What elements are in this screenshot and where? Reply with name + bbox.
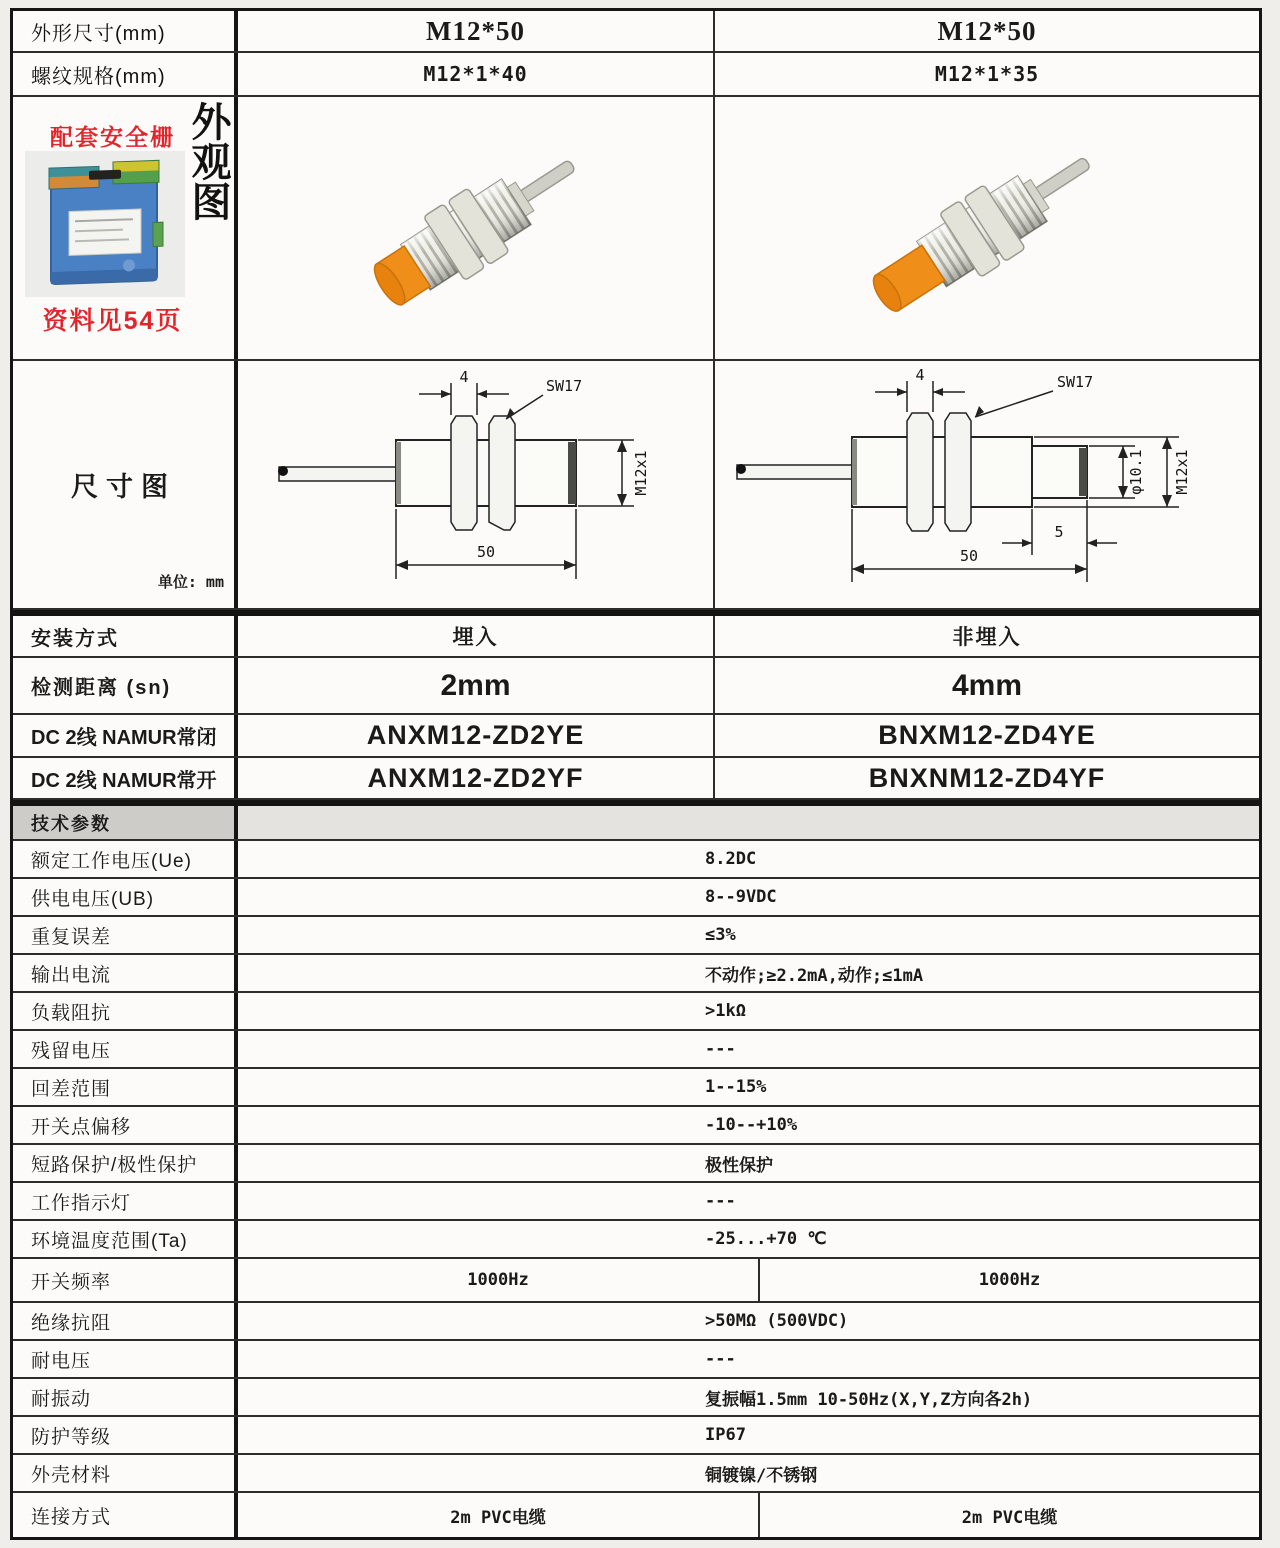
dim-thread: M12x1	[1173, 449, 1191, 495]
row-namur-nc	[13, 715, 1259, 758]
safety-barrier-photo	[25, 151, 185, 297]
model-no-nonflush: BNXNM12-ZD4YF	[868, 762, 1106, 793]
tech-value: -10--+10%	[705, 1115, 798, 1135]
tech-section-title: 技术参数	[13, 806, 238, 839]
thread-spec-nonflush: M12*1*35	[934, 62, 1040, 86]
tech-row	[13, 993, 1259, 1031]
row-mounting	[13, 616, 1259, 658]
tech-row	[13, 1183, 1259, 1221]
mounting-flush: 埋入	[238, 616, 715, 656]
tech-row	[13, 1303, 1259, 1341]
row-thread-spec	[13, 53, 1259, 97]
spec-table	[10, 8, 1262, 1540]
flush-sensor-illustration	[346, 123, 606, 333]
tech-value-flush: 2m PVC电缆	[238, 1493, 760, 1537]
appearance-nonflush-cell	[715, 97, 1259, 359]
model-nc-nonflush: BNXM12-ZD4YE	[878, 720, 1096, 750]
tech-value: ≤3%	[705, 925, 736, 945]
tech-row	[13, 1341, 1259, 1379]
tech-value: ---	[705, 1349, 736, 1369]
tech-row	[13, 1455, 1259, 1493]
tech-row-split	[13, 1493, 1259, 1537]
tech-value: 1--15%	[705, 1077, 767, 1097]
tech-row	[13, 917, 1259, 955]
tech-label: 连接方式	[13, 1493, 238, 1537]
dimension-section-title: 尺寸图	[71, 472, 176, 502]
tech-value: ---	[705, 1191, 736, 1211]
tech-row	[13, 1031, 1259, 1069]
outline-size-flush: M12*50	[238, 11, 715, 51]
appearance-section-title: 外观图	[186, 101, 230, 221]
tech-row	[13, 841, 1259, 879]
tech-row	[13, 1379, 1259, 1417]
dimension-nonflush-cell	[715, 361, 1259, 608]
tech-value: -25...+70 ℃	[705, 1229, 827, 1249]
tech-label: 负载阻抗	[13, 993, 238, 1029]
tech-row	[13, 879, 1259, 917]
tech-value: IP67	[705, 1425, 746, 1445]
row-label: 外形尺寸(mm)	[13, 11, 238, 51]
row-outline-size	[13, 11, 1259, 53]
dimension-flush-cell	[238, 361, 715, 608]
tech-label: 耐电压	[13, 1341, 238, 1377]
dim-length: 50	[959, 547, 979, 565]
tech-value-nonflush: 1000Hz	[978, 1270, 1041, 1290]
tech-label: 额定工作电压(Ue)	[13, 841, 238, 877]
model-nc-flush: ANXM12-ZD2YE	[238, 715, 715, 756]
appearance-flush-cell	[238, 97, 715, 359]
mounting-nonflush: 非埋入	[952, 626, 1022, 649]
row-namur-no	[13, 758, 1259, 800]
tech-row-split	[13, 1259, 1259, 1303]
tech-label: 绝缘抗阻	[13, 1303, 238, 1339]
tech-label: 耐振动	[13, 1379, 238, 1415]
row-label: DC 2线 NAMUR常开	[13, 758, 238, 798]
tech-row	[13, 955, 1259, 993]
model-no-flush: ANXM12-ZD2YF	[238, 758, 715, 798]
tech-row	[13, 1069, 1259, 1107]
tech-value: 不动作;≥2.2mA,动作;≤1mA	[705, 965, 924, 986]
tech-value: >1kΩ	[705, 1001, 746, 1021]
tech-label: 开关点偏移	[13, 1107, 238, 1143]
row-label: 螺纹规格(mm)	[13, 53, 238, 95]
row-label: 检测距离 (sn)	[13, 658, 238, 713]
tech-label: 外壳材料	[13, 1455, 238, 1491]
tech-row	[13, 1107, 1259, 1145]
tech-row	[13, 1417, 1259, 1455]
dim-length: 50	[476, 543, 495, 561]
dim-nut-width: 4	[915, 367, 925, 384]
dim-wrench-size: SW17	[545, 377, 582, 395]
tech-row	[13, 1221, 1259, 1259]
tech-label: 重复误差	[13, 917, 238, 953]
flush-dimension-drawing	[246, 367, 706, 602]
tech-header-spacer	[238, 806, 1259, 839]
distance-nonflush: 4mm	[951, 668, 1023, 702]
tech-label: 短路保护/极性保护	[13, 1145, 238, 1181]
distance-flush: 2mm	[238, 658, 715, 713]
tech-label: 残留电压	[13, 1031, 238, 1067]
outline-size-nonflush: M12*50	[937, 15, 1037, 46]
tech-value: 8.2DC	[705, 849, 757, 869]
dim-wrench-size: SW17	[1057, 373, 1094, 391]
reference-page-note: 资料见54页	[42, 307, 183, 335]
tech-label: 供电电压(UB)	[13, 879, 238, 915]
nonflush-dimension-drawing	[717, 367, 1257, 602]
dim-tip-diameter: φ10.1	[1127, 449, 1145, 495]
tech-value: 8--9VDC	[705, 887, 777, 907]
row-appearance	[13, 97, 1259, 361]
safety-barrier-note: 配套安全栅	[50, 124, 175, 150]
dimension-label-cell	[13, 361, 238, 608]
tech-row	[13, 1145, 1259, 1183]
tech-value: 铜镀镍/不锈钢	[705, 1465, 818, 1486]
unit-note: 单位: mm	[157, 573, 224, 591]
tech-value: ---	[705, 1039, 736, 1059]
tech-label: 环境温度范围(Ta)	[13, 1221, 238, 1257]
dim-tip-length: 5	[1054, 523, 1064, 541]
tech-label: 工作指示灯	[13, 1183, 238, 1219]
row-label: DC 2线 NAMUR常闭	[13, 715, 238, 756]
dim-thread: M12x1	[631, 450, 650, 496]
row-tech-header	[13, 806, 1259, 841]
tech-value: 复振幅1.5mm 10-50Hz(X,Y,Z方向各2h)	[705, 1389, 1033, 1410]
row-sensing-distance	[13, 658, 1259, 715]
appearance-label-cell	[13, 97, 238, 359]
tech-value: >50MΩ (500VDC)	[705, 1311, 849, 1331]
tech-value-flush: 1000Hz	[238, 1259, 760, 1301]
tech-value: 极性保护	[705, 1155, 773, 1176]
row-dimension-drawings	[13, 361, 1259, 610]
tech-label: 开关频率	[13, 1259, 238, 1301]
thread-spec-flush: M12*1*40	[238, 53, 715, 95]
tech-label: 回差范围	[13, 1069, 238, 1105]
tech-label: 防护等级	[13, 1417, 238, 1453]
tech-label: 输出电流	[13, 955, 238, 991]
row-label: 安装方式	[13, 616, 238, 656]
safety-barrier-module-image	[25, 151, 185, 297]
dim-nut-width: 4	[458, 368, 469, 386]
tech-value-nonflush: 2m PVC电缆	[961, 1507, 1058, 1528]
nonflush-sensor-illustration	[857, 123, 1117, 333]
